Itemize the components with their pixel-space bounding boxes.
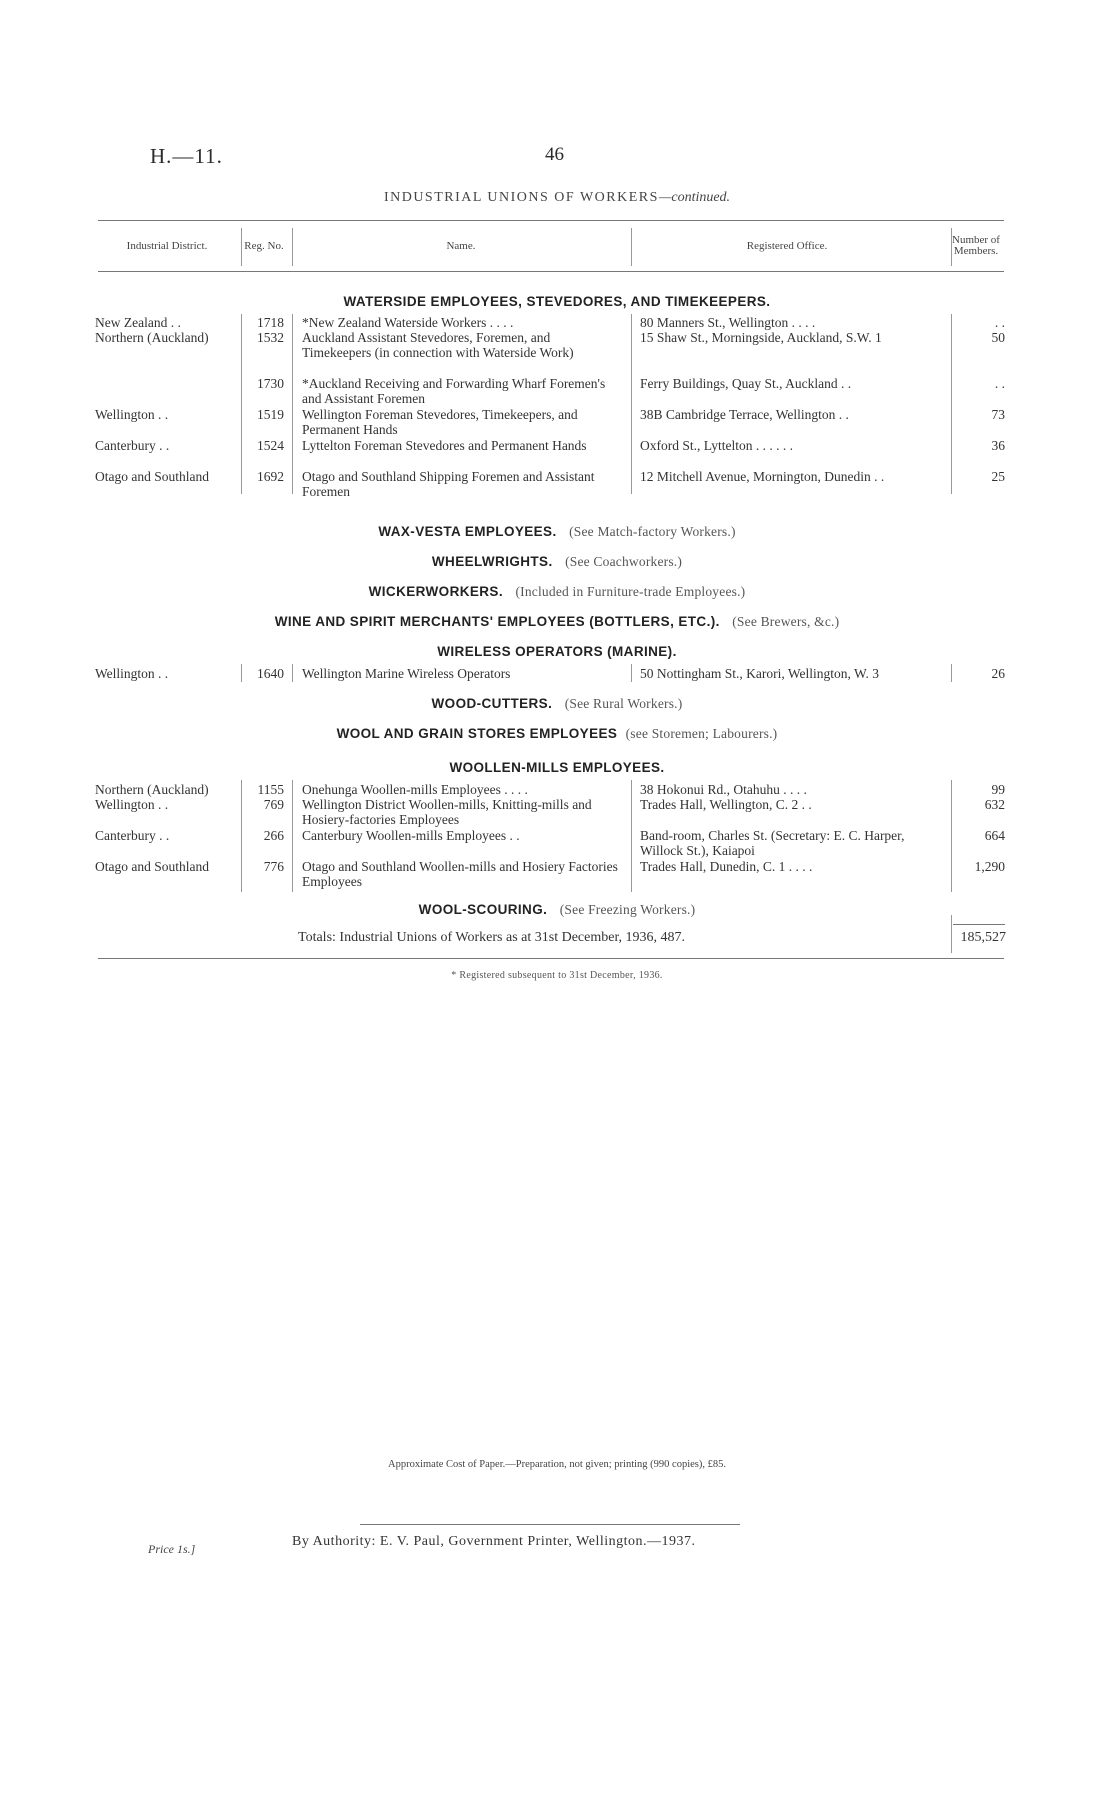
- reg-number-cell: 266: [263, 828, 284, 843]
- section-heading-wool-grain: [0, 726, 1114, 742]
- totals-label: Totals: Industrial Unions of Workers as at 31st December, 1936, 487.: [298, 930, 686, 945]
- totals-rule: [953, 924, 1005, 925]
- office-cell: 50 Nottingham St., Karori, Wellington, W. 3: [640, 666, 880, 681]
- union-name-cell: Wellington Foreman Stevedores, Timekeepers, and Permanent Hands: [302, 407, 578, 437]
- section-heading-wheelwrights: [0, 554, 1114, 570]
- section-heading-wine-spirit: [0, 614, 1114, 630]
- reg-number-cell: 1524: [257, 438, 284, 453]
- office-cell: 15 Shaw St., Morningside, Auckland, S.W. 1: [640, 330, 882, 345]
- section-title: WICKERWORKERS.: [368, 584, 503, 599]
- footnote: * Registered subsequent to 31st December, 1936.: [451, 970, 663, 981]
- column-separator: [631, 664, 632, 682]
- section-heading-wickerworkers: [0, 584, 1114, 600]
- reg-number-cell: 1155: [257, 782, 284, 797]
- union-name-cell: Auckland Assistant Stevedores, Foremen, and Timekeepers (in connection with Waterside Work): [302, 330, 574, 360]
- section-heading-wireless: WIRELESS OPERATORS (MARINE).: [437, 644, 677, 659]
- page-identifier: H.—11.: [150, 144, 223, 168]
- cross-reference-note: (see Storemen; Labourers.): [625, 726, 778, 741]
- column-separator: [631, 314, 632, 494]
- cross-reference-note: (See Rural Workers.): [564, 696, 683, 711]
- cross-reference-note: (See Freezing Workers.): [559, 902, 696, 917]
- members-cell: 50: [991, 330, 1005, 345]
- column-header-members: Number of Members.: [952, 234, 1000, 257]
- column-separator: [631, 780, 632, 892]
- office-cell: Ferry Buildings, Quay St., Auckland . .: [640, 376, 852, 391]
- section-title: WOOD-CUTTERS.: [431, 696, 553, 711]
- members-cell: 25: [991, 469, 1005, 484]
- section-heading-wool-scouring: [0, 902, 1114, 918]
- header-top-rule: [98, 220, 1004, 221]
- district-cell: Wellington . .: [95, 797, 169, 812]
- district-cell: Otago and Southland: [95, 859, 209, 874]
- running-title: [0, 190, 1114, 206]
- district-cell: Northern (Auckland): [95, 330, 209, 345]
- union-name-cell: Lyttelton Foreman Stevedores and Permanent Hands: [302, 438, 587, 453]
- column-separator: [292, 780, 293, 892]
- column-separator: [292, 664, 293, 682]
- district-cell: New Zealand . .: [95, 315, 181, 330]
- running-title-suffix: —continued.: [658, 190, 731, 205]
- header-bottom-rule: [98, 271, 1004, 272]
- union-name-cell: *New Zealand Waterside Workers . . . .: [302, 315, 514, 330]
- members-cell: 664: [984, 828, 1005, 843]
- totals-value: 185,527: [960, 930, 1006, 945]
- printer-rule: [360, 1524, 740, 1525]
- cross-reference-note: (Included in Furniture-trade Employees.): [515, 584, 746, 599]
- office-cell: Oxford St., Lyttelton . . . . . .: [640, 438, 793, 453]
- district-cell: Northern (Auckland): [95, 782, 209, 797]
- office-cell: Band-room, Charles St. (Secretary: E. C. Harper, Willock St.), Kaiapoi: [640, 828, 905, 858]
- cost-of-paper-note: Approximate Cost of Paper.—Preparation, not given; printing (990 copies), £85.: [388, 1459, 726, 1470]
- section-title: WAX-VESTA EMPLOYEES.: [378, 524, 557, 539]
- members-cell: 36: [991, 438, 1005, 453]
- members-cell: . .: [994, 376, 1005, 391]
- printer-imprint: By Authority: E. V. Paul, Government Printer, Wellington.—1937.: [292, 1534, 696, 1549]
- cross-reference-note: (See Match-factory Workers.): [569, 524, 736, 539]
- section-title: WOOL-SCOURING.: [418, 902, 548, 917]
- header-separator: [241, 228, 242, 266]
- members-cell: 73: [991, 407, 1005, 422]
- cross-reference-note: (See Coachworkers.): [565, 554, 683, 569]
- office-cell: 38B Cambridge Terrace, Wellington . .: [640, 407, 849, 422]
- table-bottom-rule: [98, 958, 1004, 959]
- cross-reference-note: (See Brewers, &c.): [732, 614, 840, 629]
- section-title: WHEELWRIGHTS.: [431, 554, 553, 569]
- union-name-cell: Otago and Southland Shipping Foremen and Assistant Foremen: [302, 469, 595, 499]
- district-cell: Otago and Southland: [95, 469, 209, 484]
- union-name-cell: Onehunga Woollen-mills Employees . . . .: [302, 782, 528, 797]
- reg-number-cell: 1640: [257, 666, 284, 681]
- section-title: WINE AND SPIRIT MERCHANTS' EMPLOYEES (BOTTLERS, ETC.).: [274, 614, 720, 629]
- members-cell: 99: [991, 782, 1005, 797]
- header-separator: [951, 228, 952, 266]
- members-cell: 26: [991, 666, 1005, 681]
- section-heading-wood-cutters: [0, 696, 1114, 712]
- union-name-cell: Otago and Southland Woollen-mills and Hosiery Factories Employees: [302, 859, 618, 889]
- column-header-district: Industrial District.: [126, 239, 208, 252]
- reg-number-cell: 1532: [257, 330, 284, 345]
- district-cell: Canterbury . .: [95, 828, 170, 843]
- header-separator: [631, 228, 632, 266]
- running-title-main: INDUSTRIAL UNIONS OF WORKERS: [383, 190, 659, 205]
- office-cell: Trades Hall, Dunedin, C. 1 . . . .: [640, 859, 813, 874]
- column-separator: [292, 314, 293, 494]
- reg-number-cell: 1718: [257, 315, 284, 330]
- reg-number-cell: 769: [263, 797, 284, 812]
- reg-number-cell: 1519: [257, 407, 284, 422]
- office-cell: Trades Hall, Wellington, C. 2 . .: [640, 797, 812, 812]
- office-cell: 12 Mitchell Avenue, Mornington, Dunedin . .: [640, 469, 885, 484]
- section-heading-wax-vesta: [0, 524, 1114, 540]
- section-heading-woollen-mills: WOOLLEN-MILLS EMPLOYEES.: [449, 760, 665, 775]
- district-cell: Wellington . .: [95, 407, 169, 422]
- district-cell: Wellington . .: [95, 666, 169, 681]
- page-number: 46: [545, 144, 564, 165]
- union-name-cell: *Auckland Receiving and Forwarding Wharf Foremen's and Assistant Foremen: [302, 376, 606, 406]
- section-heading-waterside: WATERSIDE EMPLOYEES, STEVEDORES, AND TIMEKEEPERS.: [343, 294, 771, 309]
- members-cell: . .: [994, 315, 1005, 330]
- column-header-reg: Reg. No.: [244, 239, 284, 252]
- office-cell: 38 Hokonui Rd., Otahuhu . . . .: [640, 782, 807, 797]
- section-title: WOOL AND GRAIN STORES EMPLOYEES: [336, 726, 618, 741]
- price-note: Price 1s.]: [148, 1542, 196, 1556]
- reg-number-cell: 1730: [257, 376, 284, 391]
- office-cell: 80 Manners St., Wellington . . . .: [640, 315, 816, 330]
- members-cell: 1,290: [974, 859, 1005, 874]
- members-cell: 632: [984, 797, 1005, 812]
- reg-number-cell: 1692: [257, 469, 284, 484]
- union-name-cell: Canterbury Woollen-mills Employees . .: [302, 828, 520, 843]
- union-name-cell: Wellington District Woollen-mills, Knitting-mills and Hosiery-factories Employees: [302, 797, 592, 827]
- header-separator: [292, 228, 293, 266]
- column-header-name: Name.: [446, 239, 476, 252]
- union-name-cell: Wellington Marine Wireless Operators: [302, 666, 511, 681]
- reg-number-cell: 776: [263, 859, 284, 874]
- district-cell: Canterbury . .: [95, 438, 170, 453]
- column-header-office: Registered Office.: [746, 239, 828, 252]
